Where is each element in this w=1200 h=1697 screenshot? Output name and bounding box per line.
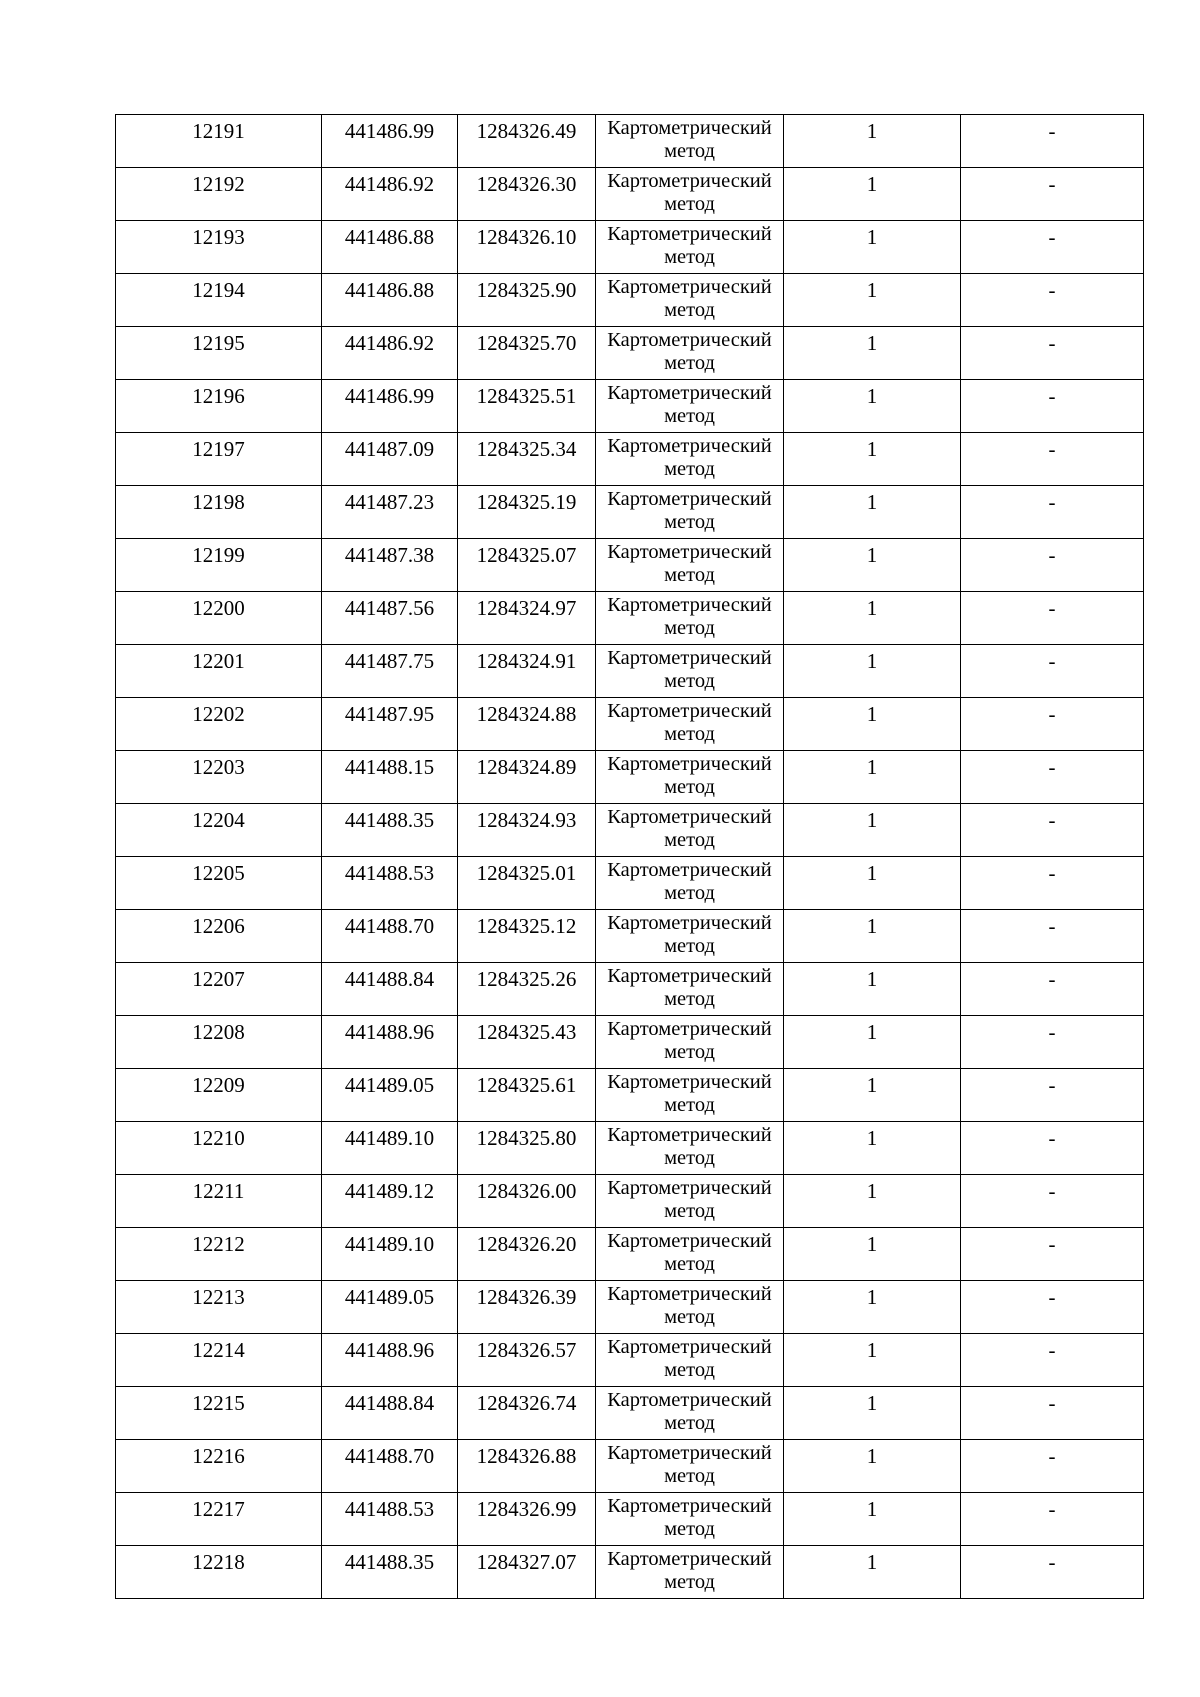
method-name-line: Картометрический [607, 594, 772, 616]
note-cell: - [961, 1493, 1144, 1546]
method-name-line: Картометрический [607, 276, 772, 298]
method-word-line: метод [664, 193, 715, 215]
table-row [116, 1546, 1144, 1599]
x-coordinate-cell: 441488.53 [322, 857, 458, 910]
point-number-cell: 12192 [116, 168, 322, 221]
table-row [116, 1122, 1144, 1175]
method-name-line: Картометрический [607, 647, 772, 669]
x-coordinate-cell: 441486.88 [322, 274, 458, 327]
method-cell [596, 1281, 784, 1334]
method-name-line: Картометрический [607, 1230, 772, 1252]
method-name-line: Картометрический [607, 435, 772, 457]
x-coordinate-cell: 441488.96 [322, 1334, 458, 1387]
note-cell: - [961, 486, 1144, 539]
method-name-line: Картометрический [607, 1018, 772, 1040]
method-cell [596, 168, 784, 221]
y-coordinate-cell: 1284326.49 [458, 115, 596, 168]
accuracy-cell: 1 [784, 910, 961, 963]
method-word-line: метод [664, 1518, 715, 1540]
method-name-line: Картометрический [607, 170, 772, 192]
method-word-line: метод [664, 458, 715, 480]
note-cell: - [961, 327, 1144, 380]
method-word-line: метод [664, 1359, 715, 1381]
y-coordinate-cell: 1284326.30 [458, 168, 596, 221]
table-row [116, 645, 1144, 698]
table-row [116, 1016, 1144, 1069]
method-word-line: метод [664, 1253, 715, 1275]
y-coordinate-cell: 1284326.10 [458, 221, 596, 274]
x-coordinate-cell: 441488.84 [322, 963, 458, 1016]
method-cell [596, 221, 784, 274]
method-name-line: Картометрический [607, 965, 772, 987]
y-coordinate-cell: 1284326.88 [458, 1440, 596, 1493]
accuracy-cell: 1 [784, 1334, 961, 1387]
method-name-line: Картометрический [607, 1442, 772, 1464]
point-number-cell: 12204 [116, 804, 322, 857]
method-cell [596, 433, 784, 486]
method-cell [596, 539, 784, 592]
note-cell: - [961, 804, 1144, 857]
note-cell: - [961, 168, 1144, 221]
note-cell: - [961, 539, 1144, 592]
point-number-cell: 12195 [116, 327, 322, 380]
x-coordinate-cell: 441488.96 [322, 1016, 458, 1069]
accuracy-cell: 1 [784, 1440, 961, 1493]
y-coordinate-cell: 1284324.88 [458, 698, 596, 751]
method-word-line: метод [664, 352, 715, 374]
point-number-cell: 12196 [116, 380, 322, 433]
method-name-line: Картометрический [607, 488, 772, 510]
point-number-cell: 12199 [116, 539, 322, 592]
method-word-line: метод [664, 988, 715, 1010]
point-number-cell: 12209 [116, 1069, 322, 1122]
x-coordinate-cell: 441486.88 [322, 221, 458, 274]
accuracy-cell: 1 [784, 1387, 961, 1440]
point-number-cell: 12197 [116, 433, 322, 486]
method-word-line: метод [664, 776, 715, 798]
table-row [116, 1281, 1144, 1334]
y-coordinate-cell: 1284326.00 [458, 1175, 596, 1228]
method-word-line: метод [664, 1094, 715, 1116]
accuracy-cell: 1 [784, 327, 961, 380]
point-number-cell: 12206 [116, 910, 322, 963]
y-coordinate-cell: 1284324.89 [458, 751, 596, 804]
accuracy-cell: 1 [784, 274, 961, 327]
table-row [116, 804, 1144, 857]
point-number-cell: 12203 [116, 751, 322, 804]
method-cell [596, 698, 784, 751]
y-coordinate-cell: 1284325.43 [458, 1016, 596, 1069]
y-coordinate-cell: 1284326.20 [458, 1228, 596, 1281]
note-cell: - [961, 857, 1144, 910]
method-cell [596, 963, 784, 1016]
note-cell: - [961, 380, 1144, 433]
method-word-line: метод [664, 1571, 715, 1593]
table-row [116, 327, 1144, 380]
point-number-cell: 12200 [116, 592, 322, 645]
method-name-line: Картометрический [607, 117, 772, 139]
coordinates-table [115, 114, 1144, 1599]
y-coordinate-cell: 1284324.93 [458, 804, 596, 857]
method-cell [596, 910, 784, 963]
method-cell [596, 751, 784, 804]
accuracy-cell: 1 [784, 804, 961, 857]
method-cell [596, 592, 784, 645]
method-name-line: Картометрический [607, 806, 772, 828]
x-coordinate-cell: 441489.10 [322, 1122, 458, 1175]
table-row [116, 539, 1144, 592]
table-row [116, 1228, 1144, 1281]
point-number-cell: 12193 [116, 221, 322, 274]
y-coordinate-cell: 1284325.34 [458, 433, 596, 486]
x-coordinate-cell: 441487.38 [322, 539, 458, 592]
point-number-cell: 12202 [116, 698, 322, 751]
method-word-line: метод [664, 1465, 715, 1487]
table-row [116, 380, 1144, 433]
accuracy-cell: 1 [784, 645, 961, 698]
note-cell: - [961, 1281, 1144, 1334]
method-cell [596, 857, 784, 910]
x-coordinate-cell: 441489.12 [322, 1175, 458, 1228]
method-cell [596, 1122, 784, 1175]
x-coordinate-cell: 441487.23 [322, 486, 458, 539]
note-cell: - [961, 645, 1144, 698]
y-coordinate-cell: 1284325.26 [458, 963, 596, 1016]
coordinates-table-body [116, 115, 1144, 1599]
point-number-cell: 12208 [116, 1016, 322, 1069]
point-number-cell: 12207 [116, 963, 322, 1016]
x-coordinate-cell: 441489.05 [322, 1069, 458, 1122]
y-coordinate-cell: 1284325.61 [458, 1069, 596, 1122]
table-row [116, 1440, 1144, 1493]
method-name-line: Картометрический [607, 1071, 772, 1093]
method-cell [596, 1228, 784, 1281]
y-coordinate-cell: 1284325.12 [458, 910, 596, 963]
point-number-cell: 12213 [116, 1281, 322, 1334]
note-cell: - [961, 1387, 1144, 1440]
accuracy-cell: 1 [784, 380, 961, 433]
y-coordinate-cell: 1284324.97 [458, 592, 596, 645]
note-cell: - [961, 221, 1144, 274]
method-cell [596, 1493, 784, 1546]
method-word-line: метод [664, 246, 715, 268]
y-coordinate-cell: 1284324.91 [458, 645, 596, 698]
note-cell: - [961, 1175, 1144, 1228]
accuracy-cell: 1 [784, 1016, 961, 1069]
table-row [116, 274, 1144, 327]
method-name-line: Картометрический [607, 223, 772, 245]
accuracy-cell: 1 [784, 115, 961, 168]
point-number-cell: 12214 [116, 1334, 322, 1387]
x-coordinate-cell: 441488.35 [322, 804, 458, 857]
method-cell [596, 1546, 784, 1599]
table-row [116, 168, 1144, 221]
x-coordinate-cell: 441487.75 [322, 645, 458, 698]
accuracy-cell: 1 [784, 221, 961, 274]
method-cell [596, 327, 784, 380]
method-word-line: метод [664, 670, 715, 692]
method-word-line: метод [664, 1041, 715, 1063]
table-row [116, 698, 1144, 751]
accuracy-cell: 1 [784, 1546, 961, 1599]
note-cell: - [961, 698, 1144, 751]
method-name-line: Картометрический [607, 1495, 772, 1517]
point-number-cell: 12217 [116, 1493, 322, 1546]
x-coordinate-cell: 441487.09 [322, 433, 458, 486]
table-row [116, 1334, 1144, 1387]
method-name-line: Картометрический [607, 700, 772, 722]
y-coordinate-cell: 1284326.57 [458, 1334, 596, 1387]
y-coordinate-cell: 1284325.01 [458, 857, 596, 910]
note-cell: - [961, 1016, 1144, 1069]
x-coordinate-cell: 441489.10 [322, 1228, 458, 1281]
table-row [116, 751, 1144, 804]
method-word-line: метод [664, 1200, 715, 1222]
note-cell: - [961, 963, 1144, 1016]
method-cell [596, 1387, 784, 1440]
x-coordinate-cell: 441488.84 [322, 1387, 458, 1440]
x-coordinate-cell: 441487.56 [322, 592, 458, 645]
point-number-cell: 12198 [116, 486, 322, 539]
point-number-cell: 12191 [116, 115, 322, 168]
table-row [116, 221, 1144, 274]
method-word-line: метод [664, 299, 715, 321]
table-row [116, 592, 1144, 645]
note-cell: - [961, 1334, 1144, 1387]
method-name-line: Картометрический [607, 329, 772, 351]
y-coordinate-cell: 1284325.80 [458, 1122, 596, 1175]
method-name-line: Картометрический [607, 1548, 772, 1570]
y-coordinate-cell: 1284326.39 [458, 1281, 596, 1334]
note-cell: - [961, 1228, 1144, 1281]
x-coordinate-cell: 441488.70 [322, 910, 458, 963]
point-number-cell: 12211 [116, 1175, 322, 1228]
point-number-cell: 12216 [116, 1440, 322, 1493]
accuracy-cell: 1 [784, 1281, 961, 1334]
table-row [116, 963, 1144, 1016]
table-row [116, 910, 1144, 963]
x-coordinate-cell: 441486.99 [322, 380, 458, 433]
x-coordinate-cell: 441486.92 [322, 168, 458, 221]
y-coordinate-cell: 1284327.07 [458, 1546, 596, 1599]
x-coordinate-cell: 441488.35 [322, 1546, 458, 1599]
method-word-line: метод [664, 723, 715, 745]
y-coordinate-cell: 1284326.99 [458, 1493, 596, 1546]
table-row [116, 115, 1144, 168]
accuracy-cell: 1 [784, 539, 961, 592]
method-word-line: метод [664, 1306, 715, 1328]
accuracy-cell: 1 [784, 751, 961, 804]
table-row [116, 1387, 1144, 1440]
table-row [116, 1493, 1144, 1546]
table-row [116, 1069, 1144, 1122]
method-word-line: метод [664, 617, 715, 639]
method-word-line: метод [664, 564, 715, 586]
method-name-line: Картометрический [607, 912, 772, 934]
note-cell: - [961, 274, 1144, 327]
method-cell [596, 115, 784, 168]
method-cell [596, 486, 784, 539]
method-word-line: метод [664, 405, 715, 427]
accuracy-cell: 1 [784, 963, 961, 1016]
point-number-cell: 12194 [116, 274, 322, 327]
method-cell [596, 380, 784, 433]
method-name-line: Картометрический [607, 382, 772, 404]
point-number-cell: 12215 [116, 1387, 322, 1440]
method-word-line: метод [664, 1412, 715, 1434]
point-number-cell: 12210 [116, 1122, 322, 1175]
note-cell: - [961, 433, 1144, 486]
method-name-line: Картометрический [607, 1283, 772, 1305]
y-coordinate-cell: 1284325.51 [458, 380, 596, 433]
method-cell [596, 804, 784, 857]
method-word-line: метод [664, 1147, 715, 1169]
method-word-line: метод [664, 511, 715, 533]
point-number-cell: 12205 [116, 857, 322, 910]
method-name-line: Картометрический [607, 859, 772, 881]
method-cell [596, 1175, 784, 1228]
x-coordinate-cell: 441488.15 [322, 751, 458, 804]
accuracy-cell: 1 [784, 592, 961, 645]
method-name-line: Картометрический [607, 753, 772, 775]
note-cell: - [961, 910, 1144, 963]
accuracy-cell: 1 [784, 1122, 961, 1175]
note-cell: - [961, 751, 1144, 804]
x-coordinate-cell: 441486.92 [322, 327, 458, 380]
accuracy-cell: 1 [784, 698, 961, 751]
method-name-line: Картометрический [607, 1177, 772, 1199]
accuracy-cell: 1 [784, 857, 961, 910]
table-row [116, 486, 1144, 539]
method-cell [596, 1016, 784, 1069]
method-cell [596, 274, 784, 327]
table-row [116, 857, 1144, 910]
method-cell [596, 645, 784, 698]
method-cell [596, 1069, 784, 1122]
point-number-cell: 12218 [116, 1546, 322, 1599]
method-name-line: Картометрический [607, 541, 772, 563]
note-cell: - [961, 1122, 1144, 1175]
note-cell: - [961, 1440, 1144, 1493]
note-cell: - [961, 115, 1144, 168]
x-coordinate-cell: 441486.99 [322, 115, 458, 168]
table-row [116, 1175, 1144, 1228]
method-word-line: метод [664, 935, 715, 957]
x-coordinate-cell: 441488.70 [322, 1440, 458, 1493]
method-word-line: метод [664, 882, 715, 904]
accuracy-cell: 1 [784, 168, 961, 221]
accuracy-cell: 1 [784, 1069, 961, 1122]
accuracy-cell: 1 [784, 486, 961, 539]
point-number-cell: 12201 [116, 645, 322, 698]
x-coordinate-cell: 441487.95 [322, 698, 458, 751]
method-name-line: Картометрический [607, 1389, 772, 1411]
accuracy-cell: 1 [784, 1175, 961, 1228]
y-coordinate-cell: 1284325.07 [458, 539, 596, 592]
point-number-cell: 12212 [116, 1228, 322, 1281]
method-name-line: Картометрический [607, 1124, 772, 1146]
x-coordinate-cell: 441488.53 [322, 1493, 458, 1546]
method-name-line: Картометрический [607, 1336, 772, 1358]
method-word-line: метод [664, 140, 715, 162]
y-coordinate-cell: 1284326.74 [458, 1387, 596, 1440]
y-coordinate-cell: 1284325.19 [458, 486, 596, 539]
accuracy-cell: 1 [784, 1228, 961, 1281]
method-cell [596, 1440, 784, 1493]
accuracy-cell: 1 [784, 1493, 961, 1546]
accuracy-cell: 1 [784, 433, 961, 486]
note-cell: - [961, 1546, 1144, 1599]
note-cell: - [961, 1069, 1144, 1122]
method-word-line: метод [664, 829, 715, 851]
x-coordinate-cell: 441489.05 [322, 1281, 458, 1334]
table-row [116, 433, 1144, 486]
method-cell [596, 1334, 784, 1387]
note-cell: - [961, 592, 1144, 645]
y-coordinate-cell: 1284325.70 [458, 327, 596, 380]
y-coordinate-cell: 1284325.90 [458, 274, 596, 327]
